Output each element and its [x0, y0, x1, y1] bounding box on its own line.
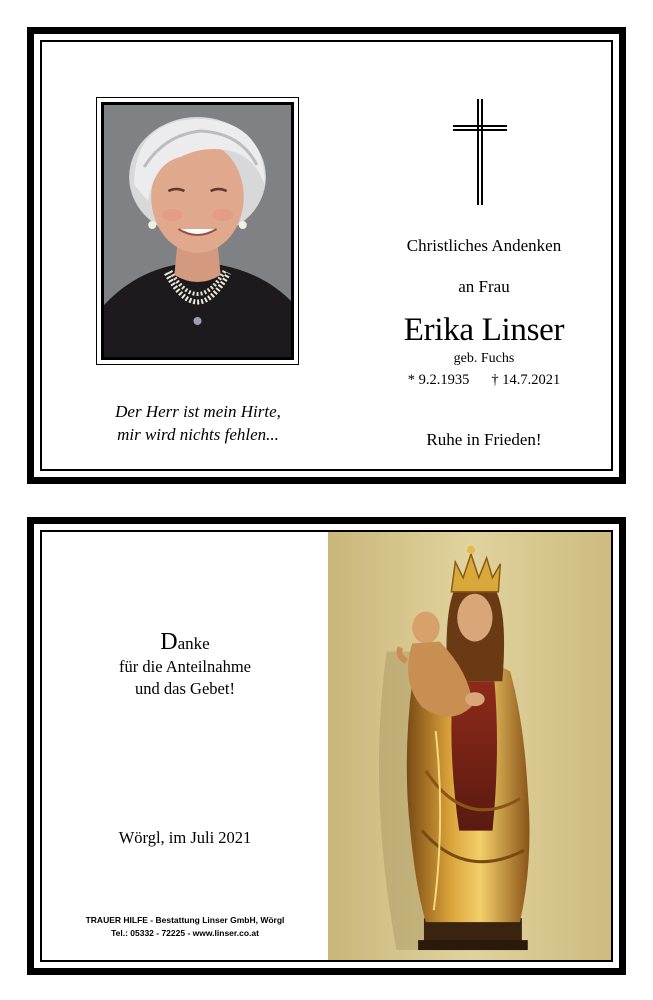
funeral-home-name: TRAUER HILFE - Bestattung Linser GmbH, Wörgl	[85, 915, 285, 925]
thanks-panel	[42, 532, 328, 960]
psalm-quote	[82, 400, 314, 446]
portrait-illustration	[104, 105, 291, 357]
portrait-frame	[96, 97, 299, 365]
thanks-initial: D	[160, 629, 178, 655]
salutation: an Frau	[458, 277, 510, 296]
deceased-name: Erika Linser	[403, 312, 565, 348]
madonna-statue-image	[328, 532, 611, 960]
death-date: † 14.7.2021	[491, 372, 561, 388]
maiden-name: geb. Fuchs	[453, 351, 515, 366]
madonna-statue-illustration	[328, 532, 611, 960]
thanks-rest: anke	[177, 634, 210, 653]
back-card-inner-border	[40, 530, 613, 962]
back-card	[27, 517, 626, 975]
heading-christliches-andenken: Christliches Andenken	[406, 236, 562, 255]
portrait-photo	[101, 102, 294, 360]
front-card-inner-border	[40, 40, 613, 471]
cross-icon	[453, 99, 507, 205]
thanks-line-3: und das Gebet!	[135, 679, 235, 698]
quote-line-2: mir wird nichts fehlen...	[117, 425, 279, 444]
place-and-date: Wörgl, im Juli 2021	[118, 828, 252, 847]
thanks-heading	[42, 629, 328, 656]
birth-date: * 9.2.1935	[407, 372, 470, 388]
front-card	[27, 27, 626, 484]
thanks-line-2: für die Anteilnahme	[119, 657, 251, 676]
closing-rest-in-peace: Ruhe in Frieden!	[426, 430, 542, 449]
life-dates	[362, 372, 606, 389]
quote-line-1: Der Herr ist mein Hirte,	[115, 402, 281, 421]
funeral-home-contact: Tel.: 05332 - 72225 - www.linser.co.at	[111, 928, 259, 938]
